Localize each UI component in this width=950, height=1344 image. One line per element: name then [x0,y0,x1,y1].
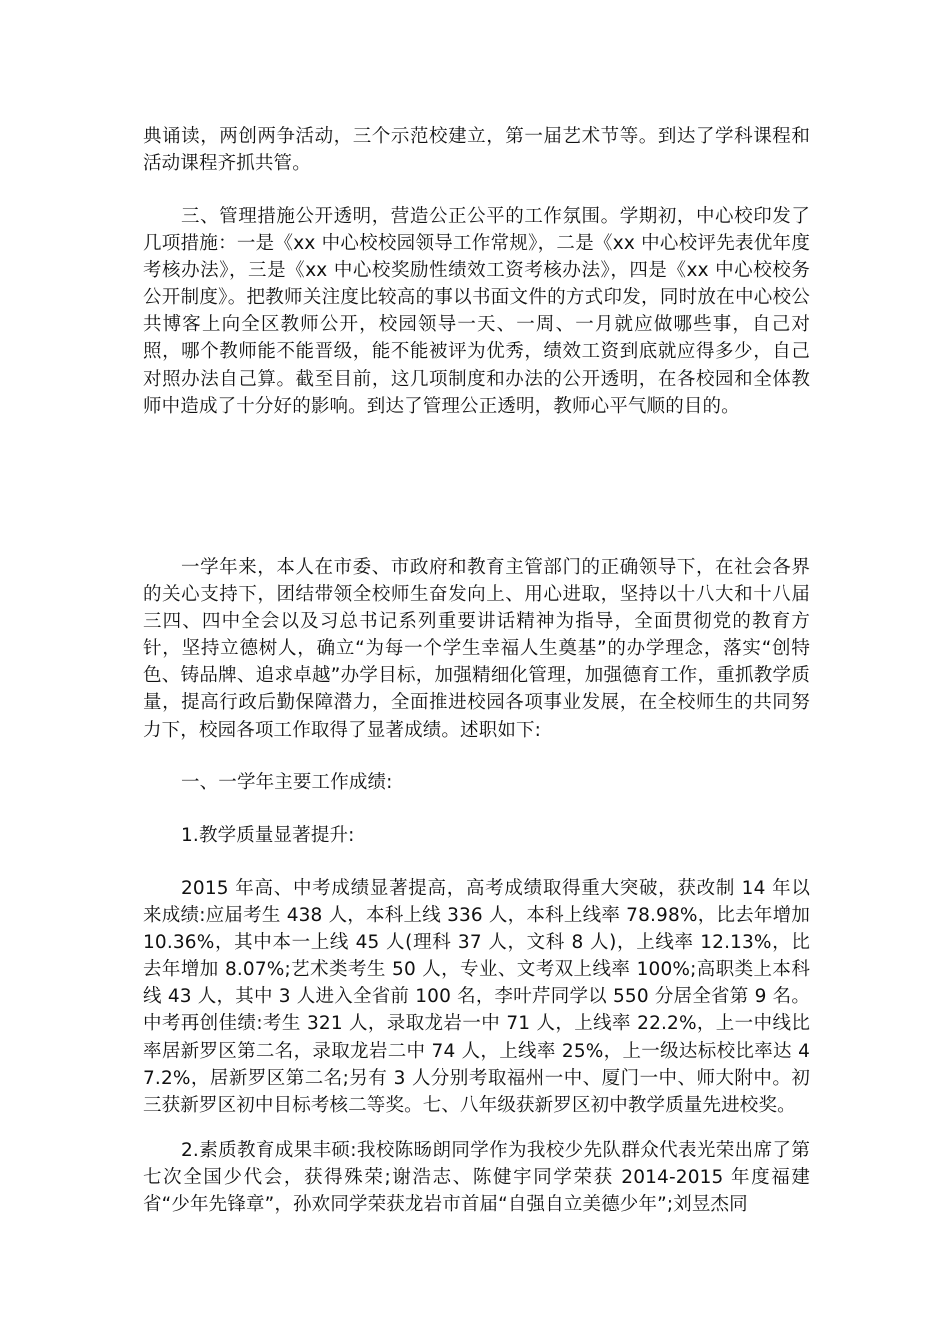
paragraph-quality-education: 2.素质教育成果丰硕:我校陈旸朗同学作为我校少先队群众代表光荣出席了第七次全国少代会，获得殊荣;谢浩志、陈健宇同学荣获 2014-2015 年度福建省“少年先锋章”，孙欢同学荣获龙岩市首届“自强自立美德少年”;刘昱杰同 [143,1140,810,1216]
subheading-teaching-quality: 1.教学质量显著提升: [181,825,355,846]
paragraph-continuation: 典诵读，两创两争活动，三个示范校建立，第一届艺术节等。到达了学科课程和活动课程齐抓共管。 [143,126,810,175]
paragraph-exam-results: 2015 年高、中考成绩显著提高，高考成绩取得重大突破，获改制 14 年以来成绩:应届考生 438 人，本科上线 336 人，本科上线率 78.98%，比去年增加 10.36%，其中本一上线 45 人(理科 37 人，文科 8 人)，上线率 12.13%，比去年增加 8.07%;艺术类考生 50 人，专业、文考双上线率 100%;高职类上本科线 43 人，其中 3 人进入全省前 100 名，李叶芹同学以 550 分居全省第 9 名。中考再创佳绩:考生 321 人，录取龙岩一中 71 人，上线率 22.2%，上一中线比率居新罗区第二名，录取龙岩二中 74 人，上线率 25%，上一级达标校比率达 47.2%，居新罗区第二名;另有 3 人分别考取福州一中、厦门一中、师大附中。初三获新罗区初中目标考核二等奖。七、八年级获新罗区初中教学质量先进校奖。 [143,878,810,1116]
paragraph-management-measures: 三、管理措施公开透明，营造公正公平的工作氛围。学期初，中心校印发了几项措施：一是《xx 中心校校园领导工作常规》，二是《xx 中心校评先表优年度考核办法》，三是《xx 中心校奖励性绩效工资考核办法》，四是《xx 中心校校务公开制度》。把教师关注度比较高的事以书面文件的方式印发，同时放在中心校公共博客上向全区教师公开，校园领导一天、一周、一月就应做哪些事，自己对照，哪个教师能不能晋级，能不能被评为优秀，绩效工资到底就应得多少，自己对照办法自己算。截至目前，这几项制度和办法的公开透明，在各校园和全体教师中造成了十分好的影响。到达了管理公正透明，教师心平气顺的目的。 [143,206,810,417]
paragraph-annual-report-intro: 一学年来，本人在市委、市政府和教育主管部门的正确领导下，在社会各界的关心支持下，团结带领全校师生奋发向上、用心进取，坚持以十八大和十八届三四、四中全会以及习总书记系列重要讲话精神为指导，全面贯彻党的教育方针，坚持立德树人，确立“为每一个学生幸福人生奠基”的办学理念，落实“创特色、铸品牌、追求卓越”办学目标，加强精细化管理，加强德育工作，重抓教学质量，提高行政后勤保障潜力，全面推进校园各项事业发展，在全校师生的共同努力下，校园各项工作取得了显著成绩。述职如下: [143,557,810,741]
section-heading-main-achievements: 一、一学年主要工作成绩: [181,772,393,793]
